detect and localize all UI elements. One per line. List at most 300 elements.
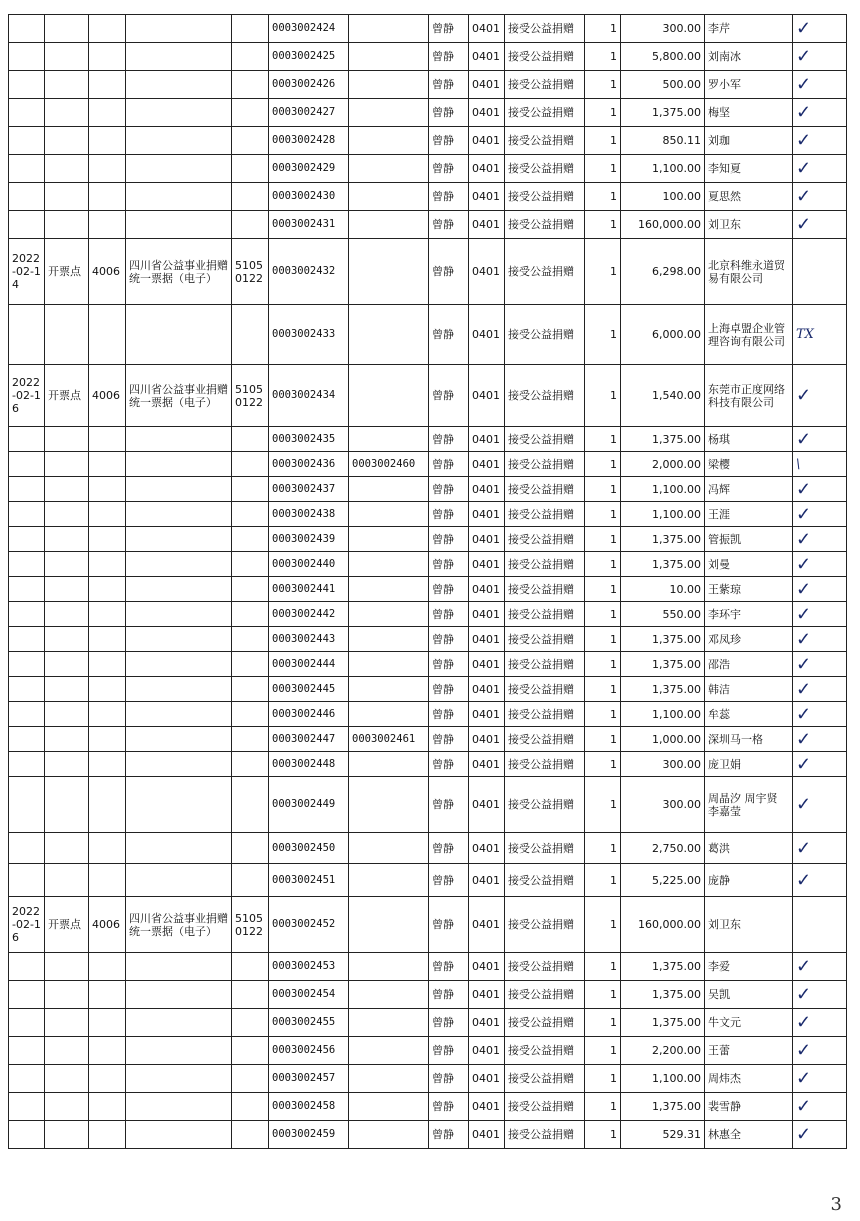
point-code-cell	[89, 452, 126, 477]
payer-cell: 梁樱	[705, 452, 793, 477]
issue-point-cell	[45, 1009, 89, 1037]
receipt-number-cell: 0003002438	[269, 502, 349, 527]
point-code-cell	[89, 1065, 126, 1093]
issue-point-cell: 开票点	[45, 897, 89, 953]
payer-cell: 庞卫娟	[705, 752, 793, 777]
table-row	[9, 155, 847, 183]
handler-cell: 曾静	[429, 1009, 469, 1037]
point-code-cell	[89, 15, 126, 43]
point-code-cell: 4006	[89, 239, 126, 305]
issue-date-cell	[9, 15, 45, 43]
receipt-code-cell	[232, 602, 269, 627]
item-cell: 接受公益捐赠	[505, 239, 585, 305]
check-mark-cell: ✓	[793, 1093, 847, 1121]
table-row	[9, 864, 847, 897]
issue-date-cell	[9, 1065, 45, 1093]
issue-date-cell	[9, 155, 45, 183]
receipt-type-cell	[126, 602, 232, 627]
point-code-cell	[89, 502, 126, 527]
receipt-type-cell	[126, 953, 232, 981]
payer-cell: 韩洁	[705, 677, 793, 702]
check-mark-cell: ✓	[793, 1065, 847, 1093]
item-cell: 接受公益捐赠	[505, 552, 585, 577]
amount-cell: 1,375.00	[621, 527, 705, 552]
item-cell: 接受公益捐赠	[505, 1009, 585, 1037]
receipt-number-cell: 0003002439	[269, 527, 349, 552]
payer-cell: 刘曼	[705, 552, 793, 577]
quantity-cell: 1	[585, 365, 621, 427]
linked-number-cell	[349, 43, 429, 71]
linked-number-cell	[349, 99, 429, 127]
receipt-code-cell	[232, 552, 269, 577]
item-cell: 接受公益捐赠	[505, 477, 585, 502]
amount-cell: 1,100.00	[621, 477, 705, 502]
receipt-code-cell	[232, 155, 269, 183]
dept-code-cell: 0401	[469, 365, 505, 427]
check-mark-cell: ✓	[793, 183, 847, 211]
receipt-number-cell: 0003002435	[269, 427, 349, 452]
payer-cell: 东莞市正度网络科技有限公司	[705, 365, 793, 427]
point-code-cell	[89, 99, 126, 127]
amount-cell: 1,375.00	[621, 1093, 705, 1121]
quantity-cell: 1	[585, 652, 621, 677]
receipt-type-cell	[126, 777, 232, 833]
item-cell: 接受公益捐赠	[505, 527, 585, 552]
receipt-code-cell	[232, 677, 269, 702]
point-code-cell	[89, 752, 126, 777]
receipt-type-cell	[126, 15, 232, 43]
table-row	[9, 365, 847, 427]
item-cell: 接受公益捐赠	[505, 727, 585, 752]
quantity-cell: 1	[585, 527, 621, 552]
receipt-number-cell: 0003002459	[269, 1121, 349, 1149]
table-row	[9, 953, 847, 981]
issue-point-cell	[45, 652, 89, 677]
quantity-cell: 1	[585, 702, 621, 727]
amount-cell: 6,298.00	[621, 239, 705, 305]
receipt-type-cell	[126, 477, 232, 502]
payer-cell: 李芹	[705, 15, 793, 43]
table-row	[9, 71, 847, 99]
receipt-code-cell	[232, 702, 269, 727]
point-code-cell	[89, 727, 126, 752]
check-mark-cell: ✓	[793, 211, 847, 239]
item-cell: 接受公益捐赠	[505, 127, 585, 155]
item-cell: 接受公益捐赠	[505, 502, 585, 527]
point-code-cell	[89, 1093, 126, 1121]
issue-date-cell	[9, 552, 45, 577]
dept-code-cell: 0401	[469, 953, 505, 981]
check-mark-cell	[793, 239, 847, 305]
linked-number-cell	[349, 677, 429, 702]
issue-point-cell	[45, 71, 89, 99]
receipt-type-cell	[126, 702, 232, 727]
handler-cell: 曾静	[429, 727, 469, 752]
issue-point-cell	[45, 1065, 89, 1093]
amount-cell: 1,100.00	[621, 502, 705, 527]
amount-cell: 1,100.00	[621, 702, 705, 727]
point-code-cell	[89, 864, 126, 897]
receipt-number-cell: 0003002451	[269, 864, 349, 897]
issue-date-cell: 2022-02-16	[9, 365, 45, 427]
receipt-type-cell	[126, 1009, 232, 1037]
handler-cell: 曾静	[429, 155, 469, 183]
receipt-code-cell: 51050122	[232, 897, 269, 953]
item-cell: 接受公益捐赠	[505, 43, 585, 71]
payer-cell: 周晶汐 周宇贤 李嘉莹	[705, 777, 793, 833]
receipt-code-cell	[232, 727, 269, 752]
quantity-cell: 1	[585, 577, 621, 602]
dept-code-cell: 0401	[469, 1009, 505, 1037]
handler-cell: 曾静	[429, 702, 469, 727]
table-row	[9, 452, 847, 477]
check-mark-cell: ✓	[793, 99, 847, 127]
amount-cell: 1,375.00	[621, 953, 705, 981]
receipt-number-cell: 0003002452	[269, 897, 349, 953]
item-cell: 接受公益捐赠	[505, 1093, 585, 1121]
receipt-number-cell: 0003002434	[269, 365, 349, 427]
receipt-number-cell: 0003002448	[269, 752, 349, 777]
point-code-cell	[89, 155, 126, 183]
payer-cell: 杨琪	[705, 427, 793, 452]
issue-point-cell	[45, 727, 89, 752]
dept-code-cell: 0401	[469, 211, 505, 239]
item-cell: 接受公益捐赠	[505, 155, 585, 183]
payer-cell: 裴雪静	[705, 1093, 793, 1121]
receipt-number-cell: 0003002428	[269, 127, 349, 155]
linked-number-cell: 0003002460	[349, 452, 429, 477]
receipt-number-cell: 0003002431	[269, 211, 349, 239]
check-mark-cell: ✓	[793, 502, 847, 527]
payer-cell: 牛文元	[705, 1009, 793, 1037]
handler-cell: 曾静	[429, 477, 469, 502]
table-row	[9, 127, 847, 155]
dept-code-cell: 0401	[469, 1037, 505, 1065]
issue-point-cell	[45, 43, 89, 71]
issue-point-cell	[45, 1037, 89, 1065]
handler-cell: 曾静	[429, 677, 469, 702]
receipt-type-cell	[126, 981, 232, 1009]
payer-cell: 邓凤珍	[705, 627, 793, 652]
item-cell: 接受公益捐赠	[505, 777, 585, 833]
receipt-code-cell	[232, 211, 269, 239]
issue-point-cell	[45, 502, 89, 527]
receipt-code-cell	[232, 477, 269, 502]
issue-date-cell	[9, 627, 45, 652]
dept-code-cell: 0401	[469, 627, 505, 652]
receipt-type-cell: 四川省公益事业捐赠统一票据（电子）	[126, 365, 232, 427]
table-row	[9, 897, 847, 953]
point-code-cell	[89, 677, 126, 702]
item-cell: 接受公益捐赠	[505, 677, 585, 702]
linked-number-cell	[349, 365, 429, 427]
table-row	[9, 1065, 847, 1093]
dept-code-cell: 0401	[469, 577, 505, 602]
payer-cell: 罗小军	[705, 71, 793, 99]
receipt-type-cell	[126, 727, 232, 752]
amount-cell: 2,200.00	[621, 1037, 705, 1065]
amount-cell: 1,375.00	[621, 99, 705, 127]
check-mark-cell: ✓	[793, 1121, 847, 1149]
table-row	[9, 15, 847, 43]
receipt-code-cell: 51050122	[232, 365, 269, 427]
quantity-cell: 1	[585, 602, 621, 627]
dept-code-cell: 0401	[469, 15, 505, 43]
linked-number-cell	[349, 1121, 429, 1149]
receipt-type-cell	[126, 677, 232, 702]
linked-number-cell	[349, 777, 429, 833]
receipt-type-cell	[126, 452, 232, 477]
dept-code-cell: 0401	[469, 1093, 505, 1121]
receipt-type-cell	[126, 155, 232, 183]
receipt-code-cell	[232, 864, 269, 897]
quantity-cell: 1	[585, 777, 621, 833]
point-code-cell	[89, 702, 126, 727]
quantity-cell: 1	[585, 127, 621, 155]
issue-date-cell	[9, 477, 45, 502]
payer-cell: 刘珈	[705, 127, 793, 155]
dept-code-cell: 0401	[469, 652, 505, 677]
issue-point-cell	[45, 1093, 89, 1121]
linked-number-cell	[349, 897, 429, 953]
receipt-number-cell: 0003002440	[269, 552, 349, 577]
receipt-number-cell: 0003002446	[269, 702, 349, 727]
issue-date-cell	[9, 833, 45, 864]
dept-code-cell: 0401	[469, 777, 505, 833]
handler-cell: 曾静	[429, 1093, 469, 1121]
handler-cell: 曾静	[429, 305, 469, 365]
quantity-cell: 1	[585, 477, 621, 502]
issue-date-cell	[9, 727, 45, 752]
receipt-type-cell	[126, 752, 232, 777]
table-row	[9, 502, 847, 527]
handler-cell: 曾静	[429, 183, 469, 211]
check-mark-cell: ✓	[793, 652, 847, 677]
table-row	[9, 477, 847, 502]
issue-date-cell	[9, 43, 45, 71]
issue-point-cell	[45, 777, 89, 833]
handler-cell: 曾静	[429, 43, 469, 71]
dept-code-cell: 0401	[469, 1121, 505, 1149]
check-mark-cell: ✓	[793, 365, 847, 427]
dept-code-cell: 0401	[469, 427, 505, 452]
item-cell: 接受公益捐赠	[505, 1121, 585, 1149]
quantity-cell: 1	[585, 305, 621, 365]
payer-cell: 管振凯	[705, 527, 793, 552]
payer-cell: 北京科维永道贸易有限公司	[705, 239, 793, 305]
check-mark-cell: ✓	[793, 527, 847, 552]
linked-number-cell	[349, 183, 429, 211]
linked-number-cell	[349, 155, 429, 183]
receipt-number-cell: 0003002454	[269, 981, 349, 1009]
check-mark-cell: ✓	[793, 427, 847, 452]
table-row	[9, 652, 847, 677]
issue-point-cell	[45, 677, 89, 702]
dept-code-cell: 0401	[469, 305, 505, 365]
receipt-code-cell	[232, 127, 269, 155]
quantity-cell: 1	[585, 627, 621, 652]
issue-date-cell	[9, 502, 45, 527]
table-row	[9, 239, 847, 305]
linked-number-cell	[349, 305, 429, 365]
quantity-cell: 1	[585, 15, 621, 43]
item-cell: 接受公益捐赠	[505, 602, 585, 627]
table-row	[9, 981, 847, 1009]
check-mark-cell: ✓	[793, 727, 847, 752]
receipt-type-cell	[126, 864, 232, 897]
issue-date-cell	[9, 452, 45, 477]
item-cell: 接受公益捐赠	[505, 452, 585, 477]
issue-point-cell	[45, 981, 89, 1009]
check-mark-cell: ✓	[793, 702, 847, 727]
handler-cell: 曾静	[429, 527, 469, 552]
amount-cell: 300.00	[621, 752, 705, 777]
check-mark-cell: ✓	[793, 1009, 847, 1037]
linked-number-cell	[349, 15, 429, 43]
linked-number-cell	[349, 752, 429, 777]
point-code-cell: 4006	[89, 897, 126, 953]
receipt-type-cell	[126, 1037, 232, 1065]
dept-code-cell: 0401	[469, 155, 505, 183]
amount-cell: 160,000.00	[621, 211, 705, 239]
check-mark-cell: ✓	[793, 752, 847, 777]
table-row	[9, 211, 847, 239]
linked-number-cell	[349, 577, 429, 602]
linked-number-cell: 0003002461	[349, 727, 429, 752]
quantity-cell: 1	[585, 155, 621, 183]
dept-code-cell: 0401	[469, 727, 505, 752]
amount-cell: 1,375.00	[621, 427, 705, 452]
quantity-cell: 1	[585, 864, 621, 897]
payer-cell: 深圳马一格	[705, 727, 793, 752]
table-row	[9, 99, 847, 127]
item-cell: 接受公益捐赠	[505, 183, 585, 211]
issue-date-cell	[9, 602, 45, 627]
payer-cell: 王蕾	[705, 1037, 793, 1065]
handler-cell: 曾静	[429, 953, 469, 981]
receipt-number-cell: 0003002447	[269, 727, 349, 752]
issue-date-cell	[9, 981, 45, 1009]
table-row	[9, 627, 847, 652]
issue-date-cell	[9, 652, 45, 677]
amount-cell: 5,800.00	[621, 43, 705, 71]
handler-cell: 曾静	[429, 552, 469, 577]
linked-number-cell	[349, 652, 429, 677]
check-mark-cell: ✓	[793, 71, 847, 99]
amount-cell: 1,375.00	[621, 981, 705, 1009]
quantity-cell: 1	[585, 897, 621, 953]
quantity-cell: 1	[585, 752, 621, 777]
issue-date-cell	[9, 953, 45, 981]
handler-cell: 曾静	[429, 864, 469, 897]
linked-number-cell	[349, 211, 429, 239]
issue-date-cell	[9, 127, 45, 155]
issue-date-cell	[9, 777, 45, 833]
receipt-type-cell	[126, 1121, 232, 1149]
linked-number-cell	[349, 627, 429, 652]
table-row	[9, 752, 847, 777]
quantity-cell: 1	[585, 99, 621, 127]
receipt-number-cell: 0003002442	[269, 602, 349, 627]
receipt-type-cell: 四川省公益事业捐赠统一票据（电子）	[126, 239, 232, 305]
table-row	[9, 552, 847, 577]
issue-date-cell	[9, 1009, 45, 1037]
handler-cell: 曾静	[429, 752, 469, 777]
issue-date-cell	[9, 427, 45, 452]
receipt-code-cell	[232, 502, 269, 527]
payer-cell: 王紫琼	[705, 577, 793, 602]
dept-code-cell: 0401	[469, 43, 505, 71]
point-code-cell	[89, 833, 126, 864]
quantity-cell: 1	[585, 727, 621, 752]
table-row	[9, 1009, 847, 1037]
payer-cell: 葛洪	[705, 833, 793, 864]
dept-code-cell: 0401	[469, 71, 505, 99]
dept-code-cell: 0401	[469, 127, 505, 155]
handler-cell: 曾静	[429, 1121, 469, 1149]
point-code-cell	[89, 527, 126, 552]
table-row	[9, 727, 847, 752]
check-mark-cell: ✓	[793, 627, 847, 652]
item-cell: 接受公益捐赠	[505, 981, 585, 1009]
receipt-code-cell	[232, 1093, 269, 1121]
quantity-cell: 1	[585, 211, 621, 239]
receipt-number-cell: 0003002430	[269, 183, 349, 211]
receipt-code-cell	[232, 981, 269, 1009]
payer-cell: 吴凯	[705, 981, 793, 1009]
issue-date-cell	[9, 864, 45, 897]
amount-cell: 1,375.00	[621, 627, 705, 652]
point-code-cell	[89, 71, 126, 99]
check-mark-cell: ✓	[793, 777, 847, 833]
linked-number-cell	[349, 239, 429, 305]
linked-number-cell	[349, 1009, 429, 1037]
quantity-cell: 1	[585, 239, 621, 305]
receipt-number-cell: 0003002436	[269, 452, 349, 477]
quantity-cell: 1	[585, 1121, 621, 1149]
receipt-number-cell: 0003002433	[269, 305, 349, 365]
issue-date-cell	[9, 211, 45, 239]
table-row	[9, 702, 847, 727]
page-number: 3	[830, 1194, 842, 1215]
quantity-cell: 1	[585, 1009, 621, 1037]
payer-cell: 刘南冰	[705, 43, 793, 71]
issue-point-cell	[45, 127, 89, 155]
linked-number-cell	[349, 527, 429, 552]
issue-point-cell: 开票点	[45, 365, 89, 427]
item-cell: 接受公益捐赠	[505, 1065, 585, 1093]
amount-cell: 5,225.00	[621, 864, 705, 897]
item-cell: 接受公益捐赠	[505, 702, 585, 727]
dept-code-cell: 0401	[469, 981, 505, 1009]
issue-date-cell	[9, 527, 45, 552]
linked-number-cell	[349, 1065, 429, 1093]
quantity-cell: 1	[585, 1037, 621, 1065]
point-code-cell	[89, 1121, 126, 1149]
check-mark-cell: ✓	[793, 1037, 847, 1065]
receipt-code-cell	[232, 833, 269, 864]
issue-point-cell	[45, 99, 89, 127]
amount-cell: 1,540.00	[621, 365, 705, 427]
issue-date-cell	[9, 71, 45, 99]
dept-code-cell: 0401	[469, 527, 505, 552]
amount-cell: 6,000.00	[621, 305, 705, 365]
amount-cell: 1,000.00	[621, 727, 705, 752]
handler-cell: 曾静	[429, 211, 469, 239]
item-cell: 接受公益捐赠	[505, 427, 585, 452]
receipt-type-cell	[126, 183, 232, 211]
receipt-number-cell: 0003002455	[269, 1009, 349, 1037]
